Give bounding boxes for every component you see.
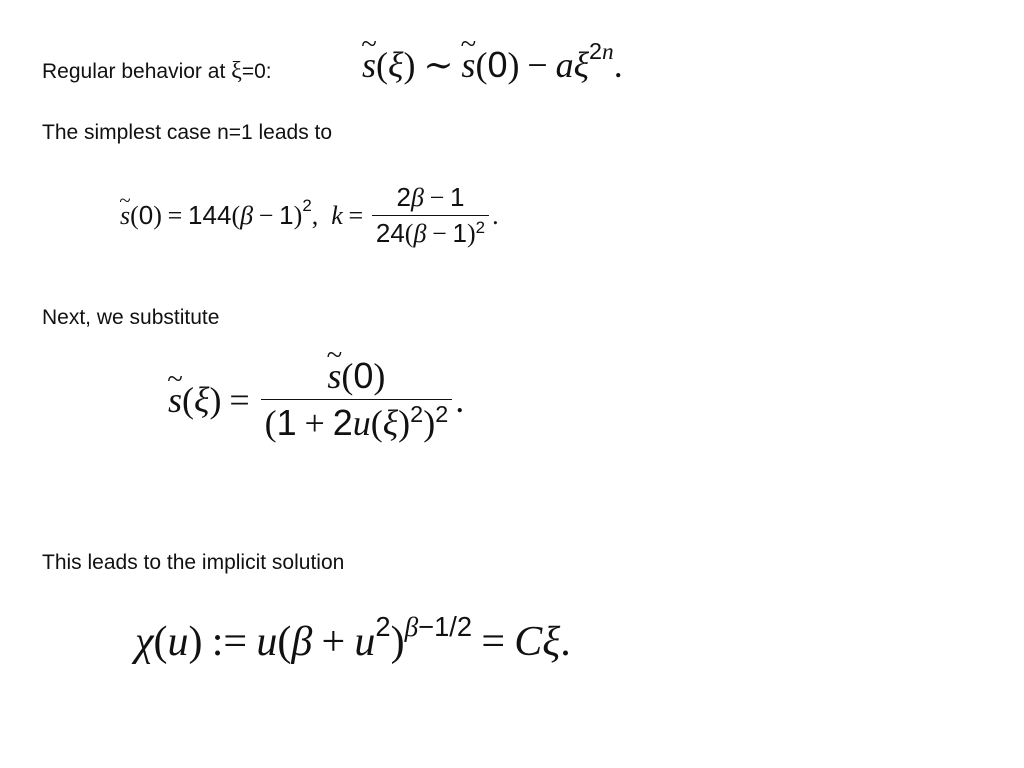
text-simplest-case: The simplest case n=1 leads to	[42, 121, 333, 144]
equation-3: ~ s ( ξ ) = ~ $\frac{s(0)}{(1 + 2u(\xi)^2)^2}$ .	[168, 355, 464, 444]
regular-behavior-prefix: Regular behavior at	[42, 60, 232, 83]
equation-1: ~ s ( ξ ) ∼ ~ s ( 0 ) − a ξ $^{2n}$ .	[362, 44, 623, 86]
equation-4: χ ( u ) := u ( β + u $^2$ ) $^{\beta-1/2}$ = C ξ .	[135, 611, 571, 665]
text-next-substitute: Next, we substitute	[42, 306, 220, 329]
k-fraction: $\frac{2\beta - 1}{24(\beta - 1)^2}$	[372, 182, 489, 249]
regular-behavior-suffix: =0:	[241, 60, 272, 83]
text-regular-behavior	[42, 59, 272, 83]
s-fraction: ~ $\frac{s(0)}{(1 + 2u(\xi)^2)^2}$	[261, 355, 453, 444]
text-implicit-solution: This leads to the implicit solution	[42, 551, 345, 574]
xi-symbol: ξ	[231, 58, 242, 84]
equation-2: ~ s ( 0 ) = 144 ( β − 1 ) $^2$ , k = $\frac{2\beta - 1}{24(\beta - 1)^2}$ .	[120, 182, 499, 249]
